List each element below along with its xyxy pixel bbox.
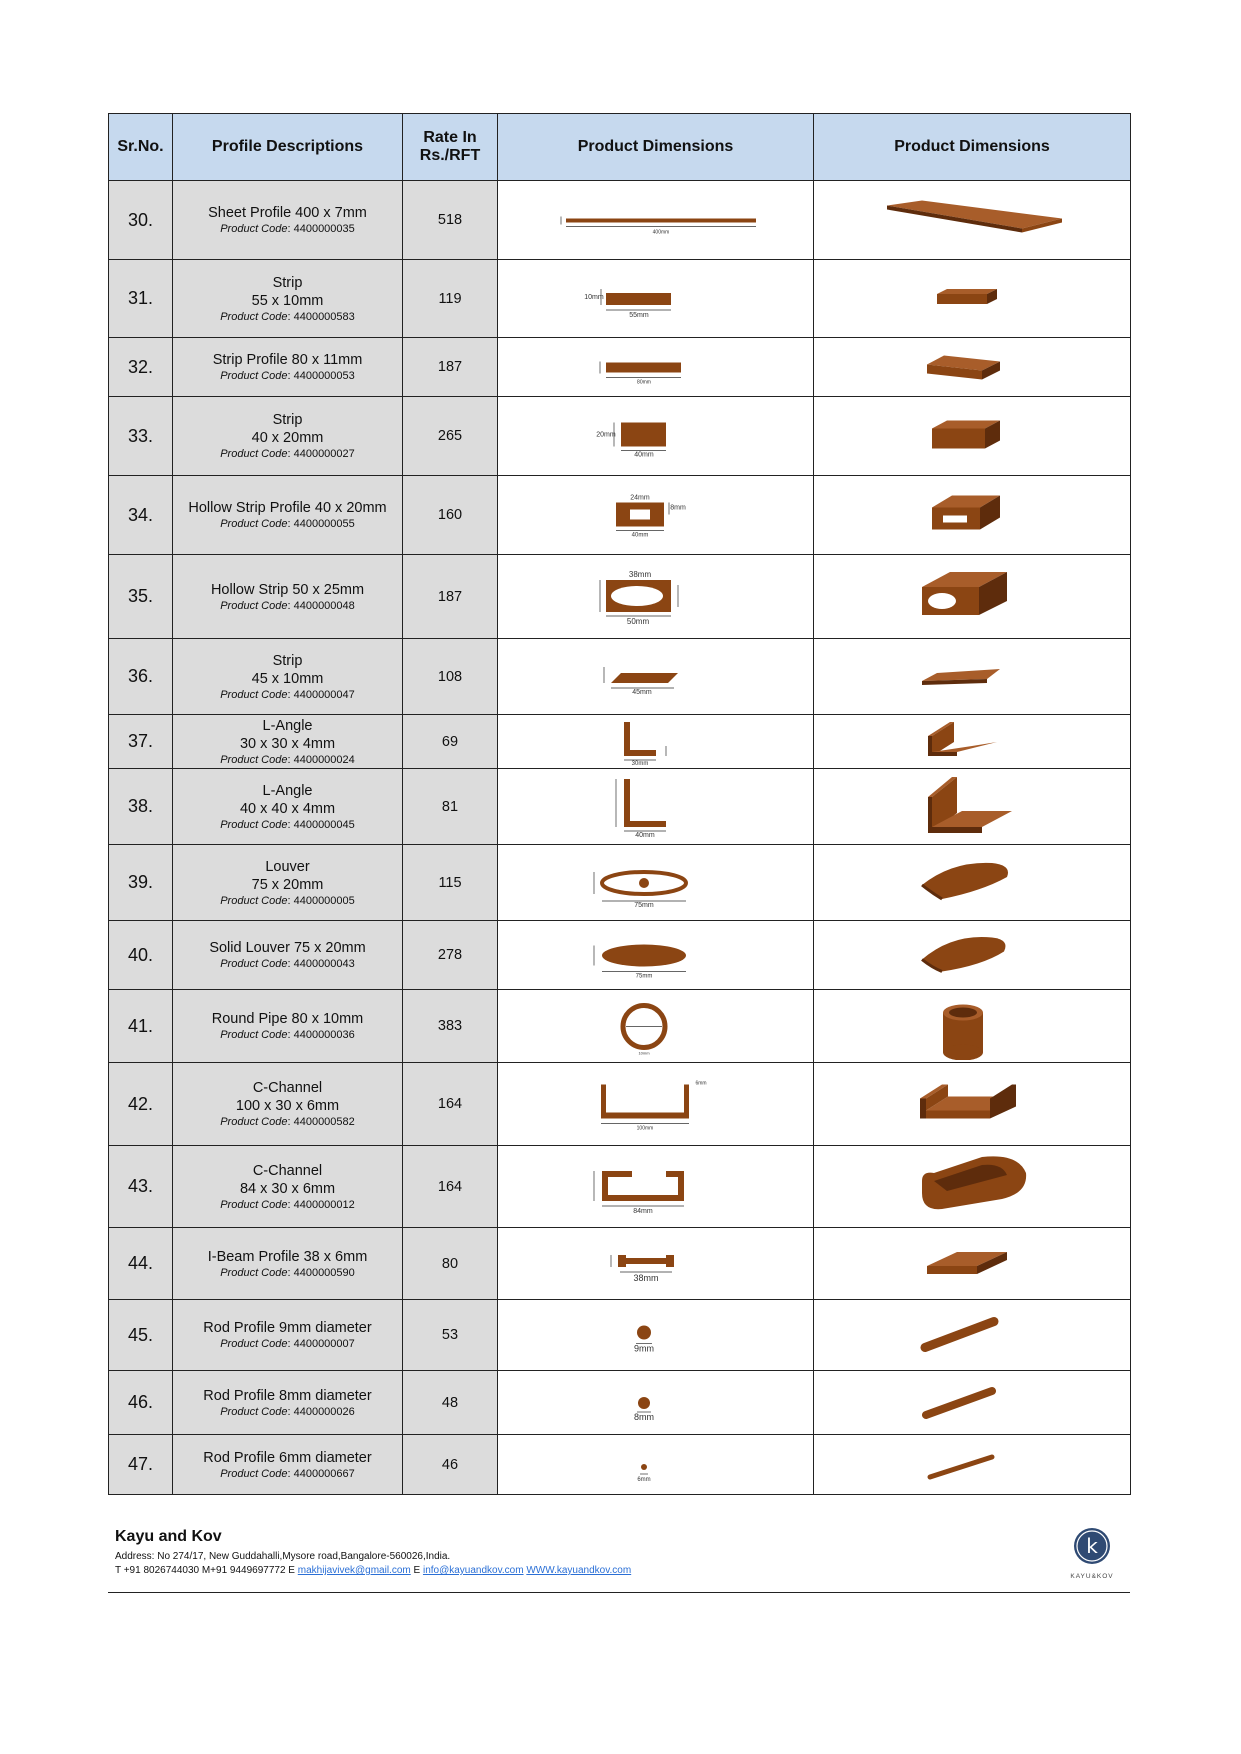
profile-3d-drawing xyxy=(822,184,1122,257)
svg-text:75mm: 75mm xyxy=(635,973,652,979)
table-row xyxy=(109,338,1131,397)
profile-2d-drawing xyxy=(506,642,806,712)
product-code xyxy=(173,753,402,767)
profile-name: C-Channel xyxy=(252,1080,323,1096)
product-code-label: Product Code xyxy=(220,894,288,907)
sr-no-cell: 31. xyxy=(109,260,173,338)
profile-3d-drawing xyxy=(822,718,1122,766)
dimension-3d-cell xyxy=(814,769,1131,845)
profile-name: Solid Louver 75 x 20mm xyxy=(209,940,366,956)
company-name: Kayu and Kov xyxy=(115,1528,222,1545)
dimension-2d-cell xyxy=(498,338,814,397)
sr-no-cell: 35. xyxy=(109,555,173,639)
dimension-2d-cell xyxy=(498,769,814,845)
profile-3d-drawing xyxy=(822,1374,1122,1432)
dimension-3d-cell xyxy=(814,338,1131,397)
description-cell xyxy=(173,1063,403,1146)
profile-2d-drawing xyxy=(506,1149,806,1225)
profile-name: I-Beam Profile 38 x 6mm xyxy=(207,1248,368,1265)
profile-name: Hollow Strip 50 x 25mm xyxy=(210,581,365,598)
product-code xyxy=(173,818,402,832)
rate-cell: 48 xyxy=(403,1371,498,1435)
profile-name: Louver xyxy=(265,858,310,875)
sr-no-cell: 42. xyxy=(109,1063,173,1146)
sr-no-cell: 36. xyxy=(109,639,173,715)
profile-3d-drawing xyxy=(822,924,1122,987)
svg-text:80mm: 80mm xyxy=(636,379,651,385)
product-code-label: Product Code xyxy=(220,1198,288,1211)
profile-2d-drawing xyxy=(506,341,806,394)
table-row xyxy=(109,845,1131,921)
product-code-label: Product Code xyxy=(220,310,288,323)
table-row xyxy=(109,1371,1131,1435)
table-row xyxy=(109,397,1131,476)
dimension-2d-cell xyxy=(498,639,814,715)
svg-text:30mm: 30mm xyxy=(631,760,648,766)
profile-size: 84 x 30 x 6mm xyxy=(239,1180,336,1197)
dimension-2d-cell xyxy=(498,555,814,639)
profile-2d-drawing xyxy=(506,184,806,257)
profile-name: L-Angle xyxy=(262,717,313,734)
description-cell xyxy=(173,1300,403,1371)
product-code-label: Product Code xyxy=(220,1338,288,1350)
profile-name: Round Pipe 80 x 10mm xyxy=(211,1011,364,1027)
product-code-label: Product Code xyxy=(220,1116,288,1128)
profile-name: Hollow Strip Profile 40 x 20mm xyxy=(188,500,387,516)
dimension-2d-cell xyxy=(498,1146,814,1228)
dimension-3d-cell xyxy=(814,1371,1131,1435)
svg-text:40mm: 40mm xyxy=(631,532,648,538)
dimension-3d-cell xyxy=(814,1300,1131,1371)
contact-line xyxy=(115,1565,631,1576)
profile-3d-drawing xyxy=(822,642,1122,712)
description-cell xyxy=(173,1371,403,1435)
description-cell xyxy=(173,476,403,555)
product-code-value: : 4400000582 xyxy=(287,1116,355,1128)
profile-3d-drawing xyxy=(822,263,1122,335)
product-code xyxy=(173,1115,402,1129)
svg-text:6mm: 6mm xyxy=(636,1476,651,1483)
product-code-label: Product Code xyxy=(220,1467,288,1480)
table-row xyxy=(109,555,1131,639)
svg-text:84mm: 84mm xyxy=(632,1207,653,1215)
product-code-value: : 4400000048 xyxy=(287,599,355,612)
profile-name: Rod Profile 9mm diameter xyxy=(203,1320,372,1336)
email-label: E xyxy=(410,1565,423,1576)
header-description: Profile Descriptions xyxy=(173,114,403,181)
profile-2d-drawing xyxy=(506,558,806,636)
sr-no-cell: 44. xyxy=(109,1228,173,1300)
table-row xyxy=(109,639,1131,715)
profile-3d-drawing xyxy=(822,1066,1122,1143)
description-cell xyxy=(173,769,403,845)
product-code xyxy=(173,599,402,613)
header-sr-no: Sr.No. xyxy=(109,114,173,181)
dimension-3d-cell xyxy=(814,921,1131,990)
rate-cell: 119 xyxy=(403,260,498,338)
svg-text:55mm: 55mm xyxy=(628,311,649,319)
profile-name: Rod Profile 6mm diameter xyxy=(203,1449,372,1466)
profile-2d-drawing xyxy=(506,1438,806,1492)
dimension-3d-cell xyxy=(814,555,1131,639)
rate-cell: 383 xyxy=(403,990,498,1063)
description-cell xyxy=(173,639,403,715)
product-code-value: : 4400000027 xyxy=(287,448,355,460)
description-cell xyxy=(173,555,403,639)
dimension-3d-cell xyxy=(814,260,1131,338)
sr-no-cell: 43. xyxy=(109,1146,173,1228)
sr-no-cell: 38. xyxy=(109,769,173,845)
product-code xyxy=(173,1266,402,1280)
dimension-2d-cell xyxy=(498,715,814,769)
rate-cell: 81 xyxy=(403,769,498,845)
rate-cell: 108 xyxy=(403,639,498,715)
footer xyxy=(108,1518,1130,1593)
svg-text:10mm: 10mm xyxy=(583,293,604,301)
profile-3d-drawing xyxy=(822,558,1122,636)
profile-2d-drawing xyxy=(506,924,806,987)
profile-size: 75 x 20mm xyxy=(251,876,324,893)
profile-name: L-Angle xyxy=(262,782,313,799)
table-row xyxy=(109,990,1131,1063)
profile-2d-drawing xyxy=(506,400,806,473)
profile-name: Strip Profile 80 x 11mm xyxy=(212,352,363,368)
product-code xyxy=(173,1337,402,1351)
dimension-2d-cell xyxy=(498,1371,814,1435)
dimension-2d-cell xyxy=(498,1300,814,1371)
dimension-3d-cell xyxy=(814,1435,1131,1495)
product-code xyxy=(173,1405,402,1419)
table-row xyxy=(109,1146,1131,1228)
svg-text:400mm: 400mm xyxy=(652,229,669,235)
dimension-3d-cell xyxy=(814,990,1131,1063)
company-address: Address: No 274/17, New Guddahalli,Mysore road,Bangalore-560026,India. xyxy=(115,1551,451,1562)
sr-no-cell: 37. xyxy=(109,715,173,769)
profile-size: 55 x 10mm xyxy=(251,292,324,309)
svg-text:10mm: 10mm xyxy=(637,1050,650,1055)
svg-text:9mm: 9mm xyxy=(633,1343,654,1353)
profile-size: 30 x 30 x 4mm xyxy=(239,735,336,752)
dimension-3d-cell xyxy=(814,397,1131,476)
product-code-label: Product Code xyxy=(220,370,288,382)
dimension-2d-cell xyxy=(498,181,814,260)
rate-cell: 53 xyxy=(403,1300,498,1371)
product-code-label: Product Code xyxy=(220,518,288,530)
table-row xyxy=(109,476,1131,555)
profile-3d-drawing xyxy=(822,1303,1122,1368)
dimension-3d-cell xyxy=(814,845,1131,921)
svg-text:8mm: 8mm xyxy=(669,504,686,511)
svg-text:8mm: 8mm xyxy=(633,1411,654,1422)
product-code-value: : 4400000055 xyxy=(287,518,355,530)
description-cell xyxy=(173,1228,403,1300)
table-row xyxy=(109,769,1131,845)
description-cell xyxy=(173,397,403,476)
profile-size: 45 x 10mm xyxy=(251,670,324,687)
sr-no-cell: 41. xyxy=(109,990,173,1063)
rate-cell: 265 xyxy=(403,397,498,476)
rate-cell: 278 xyxy=(403,921,498,990)
rate-cell: 164 xyxy=(403,1063,498,1146)
header-rate xyxy=(403,114,498,181)
description-cell xyxy=(173,338,403,397)
svg-text:38mm: 38mm xyxy=(628,569,651,579)
product-code xyxy=(173,1198,402,1212)
header-rate-line1: Rate In xyxy=(423,129,477,146)
rate-cell: 69 xyxy=(403,715,498,769)
profile-3d-drawing xyxy=(822,1438,1122,1492)
description-cell xyxy=(173,715,403,769)
product-code-label: Product Code xyxy=(220,448,288,460)
profile-name: C-Channel xyxy=(252,1162,323,1179)
product-code xyxy=(173,369,402,383)
profile-size: 40 x 20mm xyxy=(251,430,324,446)
rate-cell: 187 xyxy=(403,338,498,397)
description-cell xyxy=(173,921,403,990)
product-code-value: : 4400000045 xyxy=(287,818,355,831)
dimension-2d-cell xyxy=(498,1063,814,1146)
product-code-label: Product Code xyxy=(220,818,288,831)
website-link[interactable]: WWW.kayuandkov.com xyxy=(526,1565,632,1576)
description-cell xyxy=(173,845,403,921)
profile-3d-drawing xyxy=(822,400,1122,473)
description-cell xyxy=(173,260,403,338)
product-code-value: : 4400000026 xyxy=(287,1405,355,1418)
profile-size: 40 x 40 x 4mm xyxy=(239,800,336,817)
dimension-3d-cell xyxy=(814,639,1131,715)
profile-3d-drawing xyxy=(822,341,1122,394)
product-code-label: Product Code xyxy=(220,753,288,766)
product-code-label: Product Code xyxy=(220,1266,288,1279)
dimension-3d-cell xyxy=(814,181,1131,260)
svg-text:50mm: 50mm xyxy=(626,616,649,626)
rate-cell: 164 xyxy=(403,1146,498,1228)
svg-text:75mm: 75mm xyxy=(633,901,654,909)
profile-name: Strip xyxy=(272,274,303,291)
profile-size: 100 x 30 x 6mm xyxy=(235,1098,340,1114)
table-row xyxy=(109,1300,1131,1371)
description-cell xyxy=(173,990,403,1063)
sr-no-cell: 40. xyxy=(109,921,173,990)
header-dimensions-3d: Product Dimensions xyxy=(814,114,1131,181)
product-code-label: Product Code xyxy=(220,958,288,970)
dimension-2d-cell xyxy=(498,260,814,338)
dimension-3d-cell xyxy=(814,1146,1131,1228)
rate-cell: 115 xyxy=(403,845,498,921)
logo-letter: k xyxy=(1086,1534,1098,1558)
profile-2d-drawing xyxy=(506,848,806,918)
product-code xyxy=(173,517,402,531)
profile-2d-drawing xyxy=(506,718,806,766)
table-row xyxy=(109,1063,1131,1146)
rate-cell: 160 xyxy=(403,476,498,555)
table-row xyxy=(109,1228,1131,1300)
dimension-2d-cell xyxy=(498,845,814,921)
svg-text:100mm: 100mm xyxy=(636,1125,653,1131)
svg-text:40mm: 40mm xyxy=(633,451,654,458)
profile-2d-drawing xyxy=(506,1066,806,1143)
product-code-value: : 4400000667 xyxy=(287,1467,355,1480)
svg-text:24mm: 24mm xyxy=(629,494,650,501)
product-code-value: : 4400000053 xyxy=(287,370,355,382)
svg-text:40mm: 40mm xyxy=(634,831,655,839)
product-code xyxy=(173,1467,402,1481)
email-link-1[interactable]: makhijavivek@gmail.com xyxy=(297,1565,411,1576)
sr-no-cell: 33. xyxy=(109,397,173,476)
table-header-row xyxy=(109,114,1131,181)
product-code xyxy=(173,688,402,702)
price-table xyxy=(108,113,1131,1495)
product-code-value: : 4400000005 xyxy=(287,894,355,907)
description-cell xyxy=(173,1146,403,1228)
sr-no-cell: 46. xyxy=(109,1371,173,1435)
profile-name: Strip xyxy=(272,412,303,428)
dimension-3d-cell xyxy=(814,715,1131,769)
profile-2d-drawing xyxy=(506,993,806,1060)
dimension-2d-cell xyxy=(498,921,814,990)
table-row xyxy=(109,181,1131,260)
profile-2d-drawing xyxy=(506,1231,806,1297)
sr-no-cell: 32. xyxy=(109,338,173,397)
dimension-3d-cell xyxy=(814,1228,1131,1300)
phone-numbers: T +91 8026744030 M+91 9449697772 E xyxy=(115,1565,298,1576)
product-code xyxy=(173,957,402,971)
table-body xyxy=(109,181,1131,1495)
table-row xyxy=(109,921,1131,990)
email-link-2[interactable]: info@kayuandkov.com xyxy=(422,1565,524,1576)
product-code-value: : 4400000007 xyxy=(287,1338,355,1350)
product-code-value: : 4400000043 xyxy=(287,958,355,970)
product-code xyxy=(173,1028,402,1042)
product-code xyxy=(173,310,402,324)
description-cell xyxy=(173,1435,403,1495)
profile-2d-drawing xyxy=(506,1374,806,1432)
profile-2d-drawing xyxy=(506,772,806,842)
sr-no-cell: 47. xyxy=(109,1435,173,1495)
logo-icon xyxy=(1070,1526,1114,1566)
profile-2d-drawing xyxy=(506,1303,806,1368)
product-code-label: Product Code xyxy=(220,1029,288,1041)
dimension-2d-cell xyxy=(498,1228,814,1300)
table-row xyxy=(109,1435,1131,1495)
profile-3d-drawing xyxy=(822,772,1122,842)
svg-text:45mm: 45mm xyxy=(631,688,652,696)
svg-text:38mm: 38mm xyxy=(632,1272,659,1283)
sr-no-cell: 39. xyxy=(109,845,173,921)
sr-no-cell: 30. xyxy=(109,181,173,260)
product-code-value: : 4400000583 xyxy=(287,310,355,323)
dimension-2d-cell xyxy=(498,397,814,476)
rate-cell: 80 xyxy=(403,1228,498,1300)
dimension-2d-cell xyxy=(498,476,814,555)
rate-cell: 518 xyxy=(403,181,498,260)
profile-name: Strip xyxy=(272,652,303,669)
product-code xyxy=(173,447,402,461)
table-row xyxy=(109,260,1131,338)
dimension-3d-cell xyxy=(814,476,1131,555)
sr-no-cell: 45. xyxy=(109,1300,173,1371)
dimension-3d-cell xyxy=(814,1063,1131,1146)
sr-no-cell: 34. xyxy=(109,476,173,555)
rate-cell: 187 xyxy=(403,555,498,639)
profile-name: Sheet Profile 400 x 7mm xyxy=(208,205,367,221)
table-row xyxy=(109,715,1131,769)
profile-name: Rod Profile 8mm diameter xyxy=(203,1387,372,1404)
product-code-label: Product Code xyxy=(220,223,288,235)
logo-brand-text: KAYU&KOV xyxy=(1070,1573,1114,1580)
product-code xyxy=(173,894,402,908)
profile-3d-drawing xyxy=(822,1149,1122,1225)
dimension-2d-cell xyxy=(498,990,814,1063)
company-logo xyxy=(1068,1526,1116,1580)
product-code-value: : 4400000035 xyxy=(287,223,355,235)
product-code-value: : 4400000036 xyxy=(287,1029,355,1041)
svg-text:6mm: 6mm xyxy=(694,1080,707,1086)
svg-text:20mm: 20mm xyxy=(595,431,616,438)
profile-2d-drawing xyxy=(506,479,806,552)
product-code xyxy=(173,222,402,236)
header-dimensions-2d: Product Dimensions xyxy=(498,114,814,181)
profile-3d-drawing xyxy=(822,479,1122,552)
profile-3d-drawing xyxy=(822,1231,1122,1297)
product-code-value: : 4400000024 xyxy=(287,753,355,766)
profile-2d-drawing xyxy=(506,263,806,335)
product-code-value: : 4400000047 xyxy=(287,688,355,701)
product-code-value: : 4400000590 xyxy=(287,1266,355,1279)
profile-3d-drawing xyxy=(822,848,1122,918)
description-cell xyxy=(173,181,403,260)
dimension-2d-cell xyxy=(498,1435,814,1495)
product-code-label: Product Code xyxy=(220,599,288,612)
profile-3d-drawing xyxy=(822,993,1122,1060)
product-code-label: Product Code xyxy=(220,688,288,701)
product-code-label: Product Code xyxy=(220,1405,288,1418)
product-code-value: : 4400000012 xyxy=(287,1198,355,1211)
rate-cell: 46 xyxy=(403,1435,498,1495)
header-rate-line2: Rs./RFT xyxy=(419,147,481,164)
